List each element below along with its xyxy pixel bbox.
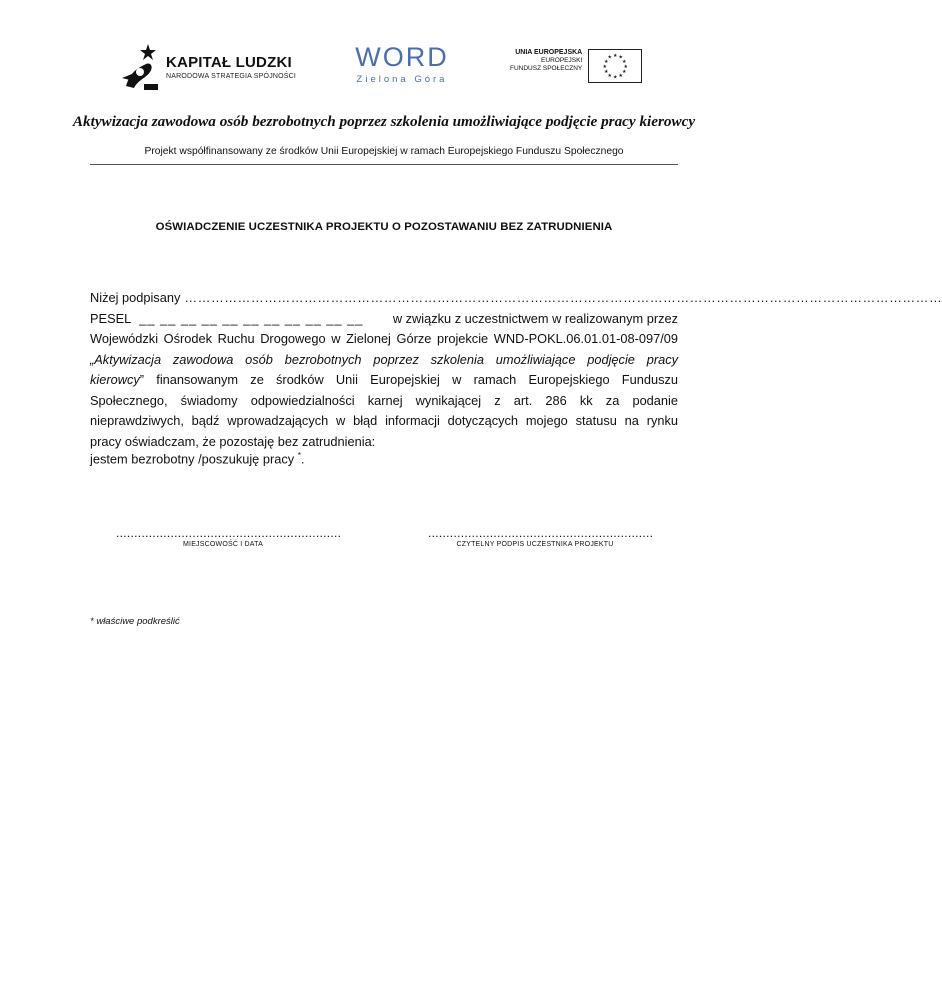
footnote: * właściwe podkreślić: [90, 616, 180, 627]
signed-line: [90, 288, 942, 309]
signature-field[interactable]: ..............................................................: [428, 526, 654, 540]
project-subtitle: Projekt współfinansowany ze środków Unii Europejskiej w ramach Europejskiego Funduszu Społecznego: [144, 146, 624, 157]
signed-label: Niżej podpisany: [90, 290, 181, 305]
document-heading: OŚWIADCZENIE UCZESTNIKA PROJEKTU O POZOSTAWANIU BEZ ZATRUDNIENIA: [155, 221, 613, 233]
eu-line1: UNIA EUROPEJSKA: [515, 49, 583, 56]
svg-text:★: ★: [607, 54, 613, 61]
eu-logo: [510, 49, 642, 83]
status-end: .: [300, 451, 305, 467]
place-date-field[interactable]: ..............................................................: [116, 526, 342, 540]
word-logo: [352, 42, 452, 85]
svg-text:★: ★: [613, 74, 618, 81]
status-statement[interactable]: [90, 451, 304, 466]
word-title: WORD: [355, 42, 449, 72]
body-line-6: Społecznego, świadomy odpowiedzialności karnej wynikającej z art. 286 kk za podanie: [90, 392, 678, 408]
svg-text:★: ★: [623, 64, 629, 70]
body-line-8: pracy oświadczam, że pozostaję bez zatrudnienia:: [90, 433, 376, 449]
svg-text:★: ★: [618, 54, 624, 61]
svg-text:★: ★: [602, 64, 608, 70]
eu-line2: EUROPEJSKI: [541, 57, 583, 64]
word-subtitle: Zielona Góra: [356, 74, 448, 85]
status-asterisk: *: [297, 451, 301, 460]
pesel-field[interactable]: __ __ __ __ __ __ __ __ __ __ __: [139, 310, 364, 326]
kapital-ludzki-title: KAPITAŁ LUDZKI: [166, 54, 292, 71]
svg-text:★: ★: [607, 73, 613, 79]
place-date-signature: [116, 526, 342, 548]
declaration-body: [90, 288, 942, 452]
participant-signature: [428, 526, 654, 548]
pesel-tail: w związku z uczestnictwem w realizowanym przez: [392, 310, 678, 326]
kapital-ludzki-emblem-icon: [120, 42, 160, 92]
header-logos: [0, 38, 768, 94]
signature-label: CZYTELNY PODPIS UCZESTNIKA PROJEKTU: [456, 541, 614, 548]
body-line-5-italic: kierowcy: [90, 372, 140, 387]
body-line-5-rest: ” finansowanym ze środków Unii Europejskiej w ramach Europejskiego Funduszu: [139, 372, 678, 387]
kapital-ludzki-logo: [120, 42, 296, 92]
body-line-4: „Aktywizacja zawodowa osób bezrobotnych poprzez szkolenia umożliwiające podjęcie pracy: [90, 351, 678, 367]
svg-text:★: ★: [604, 69, 609, 75]
svg-text:★: ★: [613, 53, 618, 59]
pesel-label: PESEL: [90, 310, 132, 326]
body-line-5: [90, 370, 678, 391]
eu-line3: FUNDUSZ SPOŁECZNY: [510, 65, 583, 72]
kapital-ludzki-subtitle: NARODOWA STRATEGIA SPÓJNOŚCI: [166, 73, 297, 80]
svg-text:★: ★: [618, 73, 624, 79]
svg-text:★: ★: [622, 59, 627, 65]
eu-flag-icon: [588, 49, 642, 83]
body-line-7: nieprawdziwych, bądź wprowadzających w błąd informacji dotyczących mojego statusu na rynku: [90, 413, 678, 428]
place-date-label: MIEJSCOWOŚĆ I DATA: [183, 541, 263, 548]
project-title: Aktywizacja zawodowa osób bezrobotnych poprzez szkolenia umożliwiające podjęcie pracy kierowcy: [72, 113, 696, 130]
status-text: jestem bezrobotny /poszukuję pracy: [90, 451, 298, 467]
pesel-line: [90, 309, 678, 330]
body-line-3: Wojewódzki Ośrodek Ruchu Drogowego w Zielonej Górze projekcie WND-POKL.06.01.01-08-097/09: [90, 331, 678, 346]
name-field[interactable]: ………………………………………………………………………………………………………………………………………………………: [184, 290, 942, 305]
svg-text:★: ★: [604, 59, 609, 65]
svg-text:★: ★: [622, 69, 627, 75]
header-divider: [90, 164, 678, 165]
